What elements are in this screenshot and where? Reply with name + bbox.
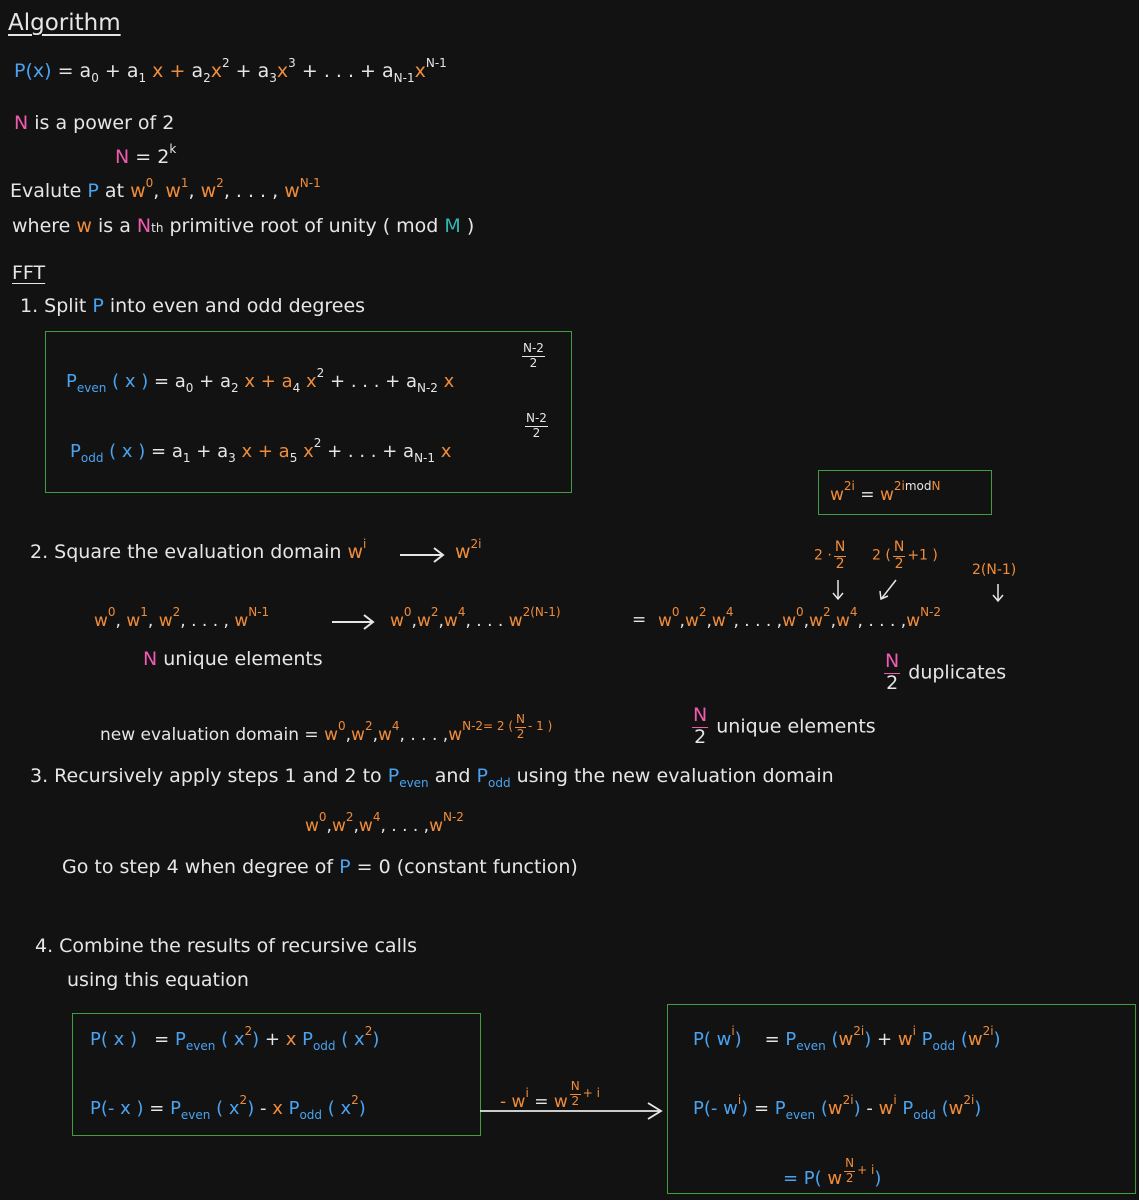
square-arrow — [398, 545, 448, 565]
w-squared-label: $w^{2i}$ — [455, 537, 482, 563]
connector-label: - $w^i = w$ $^{\frac{N}{2} + i}$ — [500, 1079, 600, 1113]
n-unique-elements: N unique elements — [143, 648, 323, 670]
domain-row-squared: $w^0,w^2,w^4$, . . . $w^{2(N-1)}$ — [390, 605, 561, 631]
root-equation-plus: P( $w^i$) = $P_{even}$ $(w^{2i}) + w^i$ $P_{odd}$ $(w^{2i})$ — [693, 1024, 1001, 1053]
evaluate-line: Evalute P at $w^0$, $w^1$, $w^2$, . . . , $w^{N-1}$ — [10, 176, 321, 202]
go-to-step-4: Go to step 4 when degree of P = 0 (constant function) — [62, 856, 578, 878]
root-equation-half-shift: = P( w $^{\frac{N}{2} + i}$) — [783, 1156, 882, 1190]
mod-identity: $w^{2i} = w^{2imodN}$ — [830, 479, 941, 505]
connector-arrow — [480, 1100, 665, 1122]
domain-row-right: $w^0,w^2,w^4$, . . . $,w^0,w^2,w^4$, . . . $,w^{N-2}$ — [658, 605, 942, 631]
index-label-2n-minus-1: 2(N-1) — [972, 562, 1017, 578]
new-domain-unique: $\frac{N}{2}$ unique elements — [693, 704, 876, 748]
step-4-line-2: using this equation — [67, 969, 249, 991]
n-equals-2-k: $N = 2^k$ — [115, 142, 177, 168]
index-arrows — [820, 578, 1020, 608]
new-evaluation-domain: new evaluation domain = $w^0,w^2,w^4$, . . . $,w^{N-2= 2 (}$ $^{\frac{N}{2}}$ $^{- 1 )}$ — [100, 712, 553, 746]
step-3-domain: $w^0,w^2,w^4$, . . . $,w^{N-2}$ — [305, 810, 464, 836]
root-of-unity-line: where w is a Nth primitive root of unity ( mod M ) — [12, 215, 475, 237]
step-4-line-1: 4. Combine the results of recursive calls — [35, 935, 418, 957]
even-odd-split-box — [45, 331, 572, 493]
step-2-text: 2. Square the evaluation domain $w^i$ — [30, 537, 367, 563]
combine-equation-plus: P( x ) = $P_{even}$ ( $x^2) + x$ $P_{odd}$ ( $x^2$) — [90, 1024, 380, 1053]
n-power-of-two: N is a power of 2 — [14, 112, 175, 134]
p-odd-exponent: $\frac{N-2}{2}$ — [526, 411, 547, 440]
step-3-text: 3. Recursively apply steps 1 and 2 to $P_{even}$ and $P_{odd}$ using the new evaluation domain — [30, 765, 834, 790]
index-label-n-half: 2 · $\frac{N}{2}$ — [814, 539, 846, 572]
index-label-n-half-plus-one: 2 ( $\frac{N}{2}$ +1 ) — [872, 539, 938, 572]
n-half-duplicates: $\frac{N}{2}$ duplicates — [885, 650, 1007, 694]
fft-heading: FFT — [12, 262, 46, 284]
page-title: Algorithm — [8, 10, 121, 36]
domain-row-equals: = — [632, 610, 647, 630]
p-even-equation: $P_{even}$ ( x ) = $a_0 + a_2$ $x + a_4$ $x^2$ + . . . + $a_{N-2}$ x — [66, 366, 455, 395]
step-1-text: 1. Split P into even and odd degrees — [20, 295, 366, 317]
polynomial-definition: $P(x) = a_0 + a_1$ $x + a_2x^2 + a_3x^3$ + . . . + $a_{N-1}x^{N-1}$ — [14, 56, 447, 85]
domain-row-left: $w^0$, $w^1$, $w^2$, . . . , $w^{N-1}$ — [94, 605, 270, 631]
p-odd-equation: $P_{odd}$ ( x ) = $a_1 + a_3$ $x + a_5$ $x^2$ + . . . + $a_{N-1}$ x — [70, 436, 452, 465]
domain-arrow — [330, 612, 380, 632]
p-even-exponent: $\frac{N-2}{2}$ — [523, 341, 544, 370]
root-equation-minus: P(- $w^i) = P_{even}$ $(w^{2i}) - w^i$ $P_{odd}$ $(w^{2i})$ — [693, 1093, 982, 1122]
combine-equation-minus: P(- x ) = $P_{even}$ ( $x^2$) - x $P_{odd}$ ( $x^2$) — [90, 1093, 366, 1122]
